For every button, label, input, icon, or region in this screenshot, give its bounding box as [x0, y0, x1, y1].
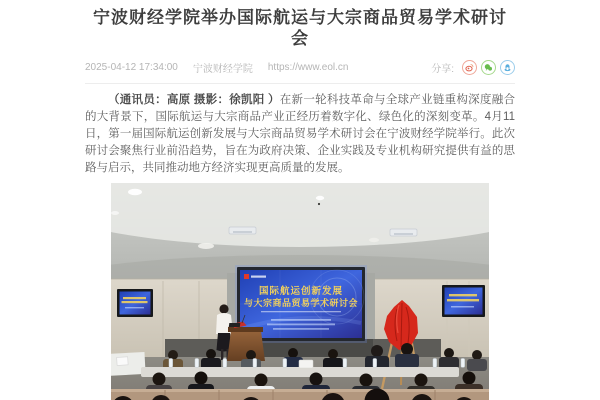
page-title: 宁波财经学院举办国际航运与大宗商品贸易学术研讨会 — [93, 8, 507, 48]
divider — [85, 83, 515, 84]
ceiling-light-icon — [128, 189, 142, 195]
share-label: 分享: — [431, 64, 454, 75]
publish-datetime: 2025-04-12 17:34:00 — [85, 62, 178, 73]
ceiling-light-icon — [316, 196, 324, 200]
article-page — [85, 0, 515, 400]
meta-bar — [85, 60, 515, 75]
side-table — [111, 352, 146, 376]
share-bar — [431, 60, 515, 75]
source-name: 宁波财经学院 — [192, 64, 253, 75]
meta-left — [85, 60, 363, 75]
air-vent-icon — [229, 227, 256, 234]
article-photo — [111, 183, 489, 400]
screen-title-line2: 与大宗商品贸易学术研讨会 — [243, 298, 359, 308]
screen-title-line1: 国际航运创新发展 — [258, 286, 344, 297]
wechat-icon[interactable] — [481, 60, 496, 75]
paragraph-text: 在新一轮科技革命与全球产业链重构深度融合的大背景下，国际航运与大宗商品产业正经历着数字化、绿色化的深刻变革。4月11日，第一届国际航运创新发展与大宗商品贸易学术研讨会在宁波财经学院举行。此次研讨会聚焦行业前沿趋势，旨在为政府决策、企业实践及专业机构研究提供有益的思路与启示，共同推动地方经济实现更高质量的发展。 — [85, 94, 515, 174]
screen-logo-icon — [244, 274, 249, 279]
article-paragraph — [85, 92, 515, 177]
right-wall-tv — [442, 285, 485, 317]
weibo-icon[interactable] — [462, 60, 477, 75]
byline: （通讯员：高原 摄影：徐凯阳 ） — [108, 94, 280, 106]
left-wall-tv — [117, 289, 153, 317]
source-url-link[interactable]: https://www.eol.cn — [267, 62, 349, 73]
qq-icon[interactable] — [500, 60, 515, 75]
air-vent-icon — [390, 229, 417, 236]
